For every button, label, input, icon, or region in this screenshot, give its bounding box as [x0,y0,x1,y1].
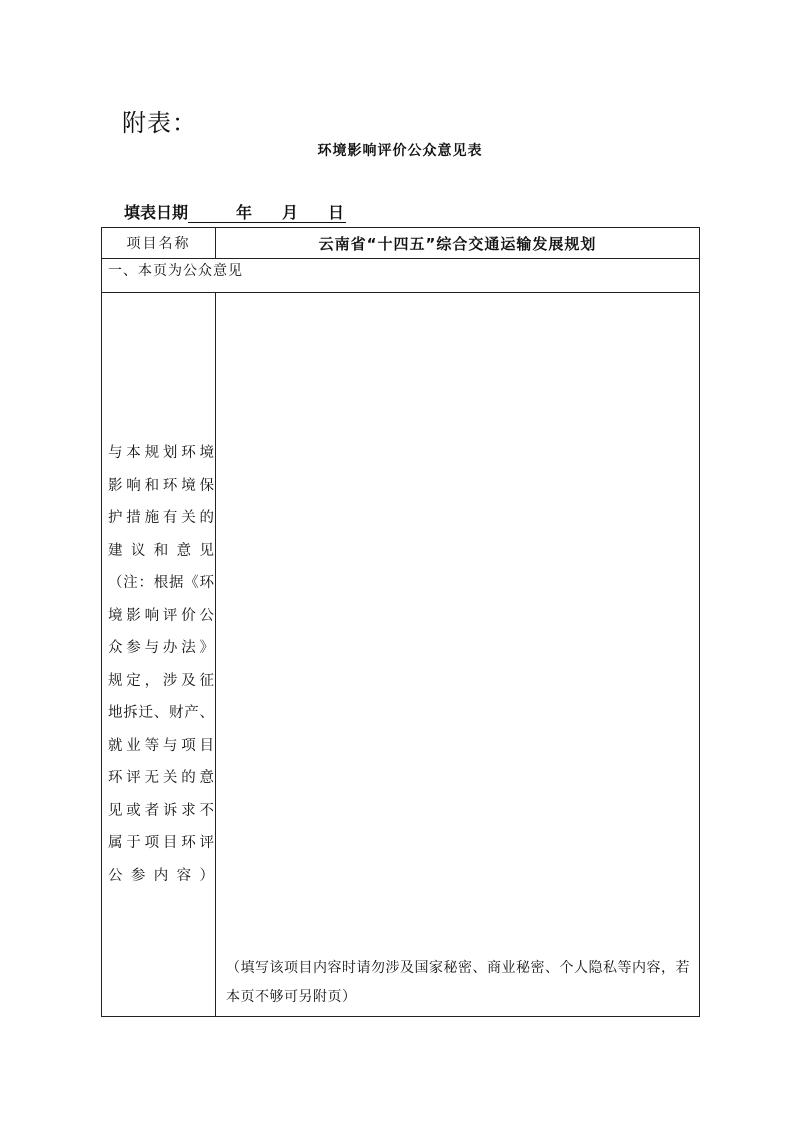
attachment-label: 附表： [122,109,197,137]
instruction-line: 环评无关的意 [108,770,214,786]
section-title: 一、本页为公众意见 [102,259,699,293]
instruction-text [108,437,214,892]
form-title: 环境影响评价公众意见表 [317,143,483,159]
project-name-label: 项目名称 [102,228,216,258]
fill-date-label: 填表日期 [124,203,189,222]
instruction-line: 属于项目环评 [108,835,214,851]
instruction-line: 影响和环境保 [108,477,214,494]
instruction-line: （注：根据《环 [108,575,214,591]
project-name-value: 云南省“十四五”综合交通运输发展规划 [318,234,597,253]
fill-note: （填写该项目内容时请勿涉及国家秘密、商业秘密、个人隐私等内容，若本页不够可另附页） [226,960,690,1005]
day-unit: 日 [328,203,345,222]
day-blank[interactable] [300,204,326,223]
instruction-line: 就业等与项目 [108,737,214,754]
opinion-body-row [102,293,699,1016]
instruction-cell [102,293,216,1016]
fill-date-line [124,200,346,223]
instruction-line: 地拆迁、财产、 [108,705,214,721]
instruction-line: 见或者诉求不 [108,802,214,819]
instruction-line: 护措施有关的 [108,510,214,526]
year-unit: 年 [236,203,253,222]
instruction-line: 建 议 和 意 见 [108,542,214,559]
instruction-line: 境影响评价公 [108,607,214,624]
month-unit: 月 [282,203,299,222]
opinion-form-table [101,227,700,1017]
instruction-line: 规定，涉及征 [108,672,214,689]
year-blank[interactable] [188,204,234,223]
instruction-line: 与本规划环境 [108,445,214,461]
opinion-input-area[interactable] [216,293,699,1016]
instruction-line: 公参内容） [108,867,214,884]
project-name-row [102,228,699,259]
instruction-line: 众参与办法》 [108,640,214,656]
month-blank[interactable] [254,204,280,223]
